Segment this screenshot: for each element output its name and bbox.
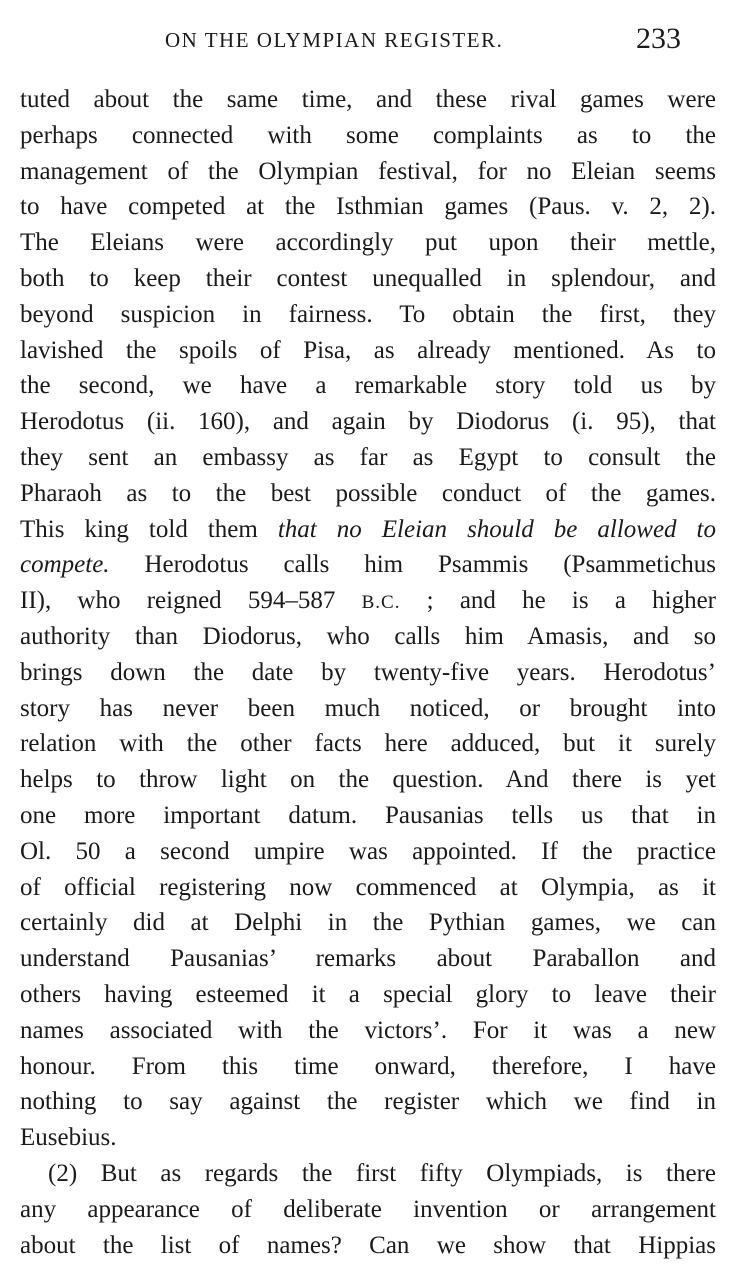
text-line (20, 1013, 716, 1049)
text-line (20, 1228, 716, 1264)
italic-text: compete. (20, 551, 110, 579)
text-line (20, 1192, 716, 1228)
text-segment: authority than Diodorus, who calls him Amasis, and so (20, 622, 716, 650)
text-segment: (2) But as regards the first fifty Olympiads, is there (48, 1159, 716, 1187)
body-text (20, 82, 716, 1263)
text-line (20, 583, 716, 619)
text-segment: both to keep their contest unequalled in splendour, and (20, 264, 716, 292)
text-line (20, 1120, 716, 1156)
text-line (20, 368, 716, 404)
text-segment: helps to throw light on the question. And there is yet (20, 766, 716, 794)
text-segment: one more important datum. Pausanias tells us that in (20, 801, 716, 829)
text-line (20, 512, 716, 548)
text-line (20, 476, 716, 512)
text-segment: tuted about the same time, and these rival games were (20, 86, 716, 113)
text-segment: certainly did at Delphi in the Pythian games, we can (20, 909, 716, 937)
text-segment: II), who reigned 594–587 (20, 587, 362, 615)
text-line (20, 1156, 716, 1192)
text-line (20, 762, 716, 798)
text-segment: others having esteemed it a special glory to leave their (20, 980, 716, 1008)
text-line (20, 691, 716, 727)
page-header (0, 22, 746, 62)
text-segment: Herodotus calls him Psammis (Psammetichus (109, 551, 716, 579)
text-line (20, 118, 716, 154)
text-line (20, 619, 716, 655)
text-segment: Herodotus (ii. 160), and again by Diodorus (i. 95), that (20, 408, 716, 436)
text-segment: names associated with the victors’. For it was a new (20, 1016, 716, 1044)
small-caps-text: B.C. (361, 592, 401, 614)
text-segment: understand Pausanias’ remarks about Paraballon and (20, 945, 716, 973)
text-line (20, 1084, 716, 1120)
text-line (20, 333, 716, 369)
text-line (20, 82, 716, 118)
text-segment: of official registering now commenced at Olympia, as it (20, 873, 716, 901)
text-line (20, 297, 716, 333)
italic-text: that no Eleian should be allowed to (277, 515, 717, 543)
text-line (20, 547, 716, 583)
text-segment: This king told them (20, 515, 278, 543)
text-segment: Eusebius. (20, 1124, 117, 1152)
text-segment: any appearance of deliberate invention or arrangement (20, 1195, 716, 1223)
text-line (20, 404, 716, 440)
text-line (20, 655, 716, 691)
text-segment: they sent an embassy as far as Egypt to consult the (20, 443, 716, 471)
text-line (20, 154, 716, 190)
text-segment: Ol. 50 a second umpire was appointed. If the practice (20, 837, 716, 865)
text-line (20, 870, 716, 906)
text-line (20, 261, 716, 297)
text-line (20, 1049, 716, 1085)
text-segment: the second, we have a remarkable story told us by (20, 372, 716, 400)
text-segment: lavished the spoils of Pisa, as already mentioned. As to (20, 336, 716, 364)
text-segment: perhaps connected with some complaints as to the (20, 121, 716, 149)
text-segment: about the list of names? Can we show that Hippias (20, 1231, 716, 1259)
text-segment: Pharaoh as to the best possible conduct of the games. (20, 479, 716, 507)
text-segment: honour. From this time onward, therefore, I have (20, 1052, 716, 1080)
text-segment: beyond suspicion in fairness. To obtain the first, they (20, 300, 716, 328)
text-line (20, 834, 716, 870)
text-segment: The Eleians were accordingly put upon their mettle, (20, 229, 716, 257)
running-title: ON THE OLYMPIAN REGISTER. (165, 28, 504, 52)
text-segment: to have competed at the Isthmian games (Paus. v. 2, 2). (20, 193, 716, 221)
text-line (20, 905, 716, 941)
text-line (20, 977, 716, 1013)
text-segment: ; and he is a higher (400, 587, 716, 615)
text-segment: management of the Olympian festival, for no Eleian seems (20, 157, 716, 185)
text-line (20, 726, 716, 762)
text-segment: brings down the date by twenty-five years. Herodotus’ (20, 658, 716, 686)
text-segment: story has never been much noticed, or brought into (20, 694, 716, 722)
text-segment: relation with the other facts here adduced, but it surely (20, 730, 716, 758)
text-line (20, 189, 716, 225)
text-line (20, 941, 716, 977)
text-segment: nothing to say against the register which we find in (20, 1088, 716, 1116)
text-line (20, 440, 716, 476)
page-number: 233 (636, 22, 681, 55)
text-line (20, 798, 716, 834)
text-line (20, 225, 716, 261)
